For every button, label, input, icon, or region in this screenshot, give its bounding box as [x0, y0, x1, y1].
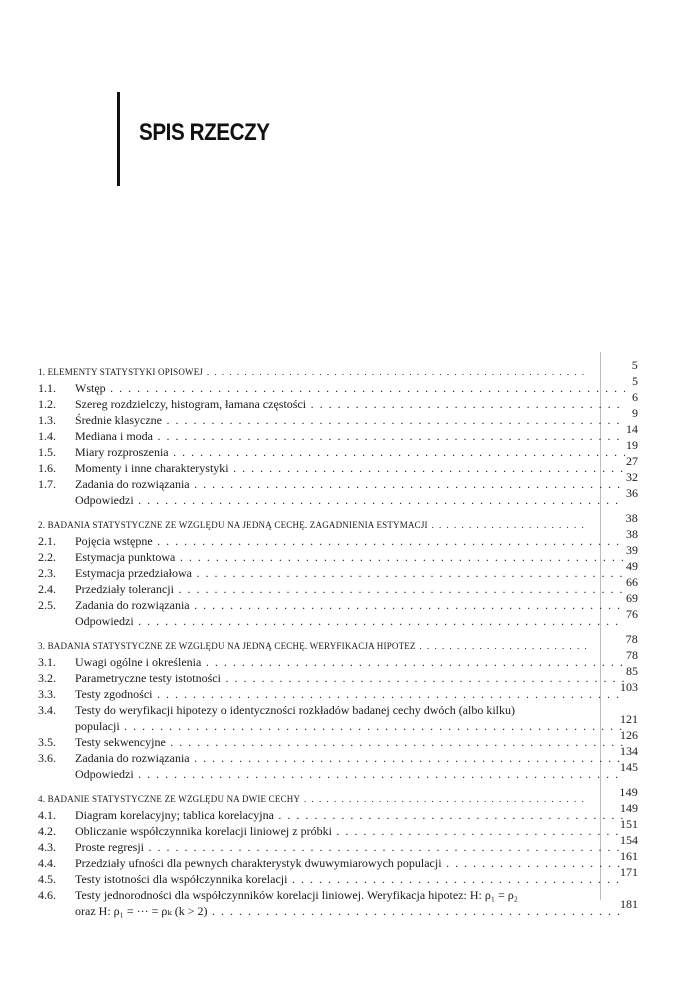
toc-entry[interactable]: [38, 591, 638, 613]
toc-chapter-title: 2. BADANIA STATYSTYCZNE ZE WZGLĘDU NA JEDNĄ CECHĘ. ZAGADNIENIA ESTYMACJI . . .: [38, 517, 588, 533]
toc-entry[interactable]: [38, 801, 638, 823]
toc-section: [38, 785, 638, 919]
toc-entry[interactable]: [38, 712, 638, 734]
toc-page-number: 103: [620, 680, 638, 694]
toc-page-number: 134: [620, 744, 638, 758]
toc-page-number: 27: [626, 454, 638, 468]
toc-entry-number: 1.5.: [38, 445, 56, 459]
toc-entry-number: 1.2.: [38, 397, 56, 411]
toc-entry-label: Testy sekwencyjne . . .: [75, 734, 625, 750]
toc-chapter-title: 3. BADANIA STATYSTYCZNE ZE WZGLĘDU NA JEDNĄ CECHĘ. WERYFIKACJA HIPOTEZ . . .: [38, 638, 588, 654]
toc-entry[interactable]: [38, 702, 638, 718]
toc-entry-label: Parametryczne testy istotności . . .: [75, 670, 625, 686]
toc-entry-number: 2.3.: [38, 566, 56, 580]
toc-page-number: 149: [619, 785, 638, 799]
toc-entry-number: 3.6.: [38, 751, 56, 765]
toc-entry-label: Przedziały tolerancji . . .: [75, 581, 625, 597]
toc-entry-number: 4.1.: [38, 808, 56, 822]
toc-entry-label: Zadania do rozwiązania . . .: [75, 597, 625, 613]
toc-page-number: 5: [632, 374, 638, 388]
toc-entry[interactable]: [38, 575, 638, 597]
toc-entry-number: 4.4.: [38, 856, 56, 870]
toc-entry-label: Odpowiedzi . . .: [75, 492, 625, 508]
toc-entry[interactable]: [38, 887, 638, 903]
toc-page-number: 76: [626, 607, 638, 621]
toc-entry-label: Diagram korelacyjny; tablica korelacyjna . . .: [75, 807, 625, 823]
toc-section: [38, 511, 638, 629]
toc-entry-label: Momenty i inne charakterystyki . . .: [75, 460, 625, 476]
toc-entry-number: 2.1.: [38, 534, 56, 548]
toc-entry-number: 1.1.: [38, 381, 56, 395]
toc-page-number: 69: [626, 591, 638, 605]
toc-chapter-title: 1. ELEMENTY STATYSTYKI OPISOWEJ . . .: [38, 364, 588, 380]
toc-entry[interactable]: [38, 744, 638, 766]
toc-entry[interactable]: [38, 728, 638, 750]
toc-page-number: 19: [626, 438, 638, 452]
toc-entry-number: 2.4.: [38, 582, 56, 596]
toc-entry[interactable]: [38, 833, 638, 855]
toc-page-number: 32: [626, 470, 638, 484]
toc-entry[interactable]: [38, 817, 638, 839]
toc-section: [38, 632, 638, 782]
toc-entry[interactable]: [38, 607, 638, 629]
toc-entry[interactable]: [38, 454, 638, 476]
toc-entry-label: Testy do weryfikacji hipotezy o identyczności rozkładów badanej cechy dwóch (albo kilku): [75, 703, 516, 717]
title-vertical-rule: [117, 92, 120, 186]
toc-page-number: 14: [626, 422, 638, 436]
toc-entry-label: Miary rozproszenia . . .: [75, 444, 625, 460]
toc-entry-label: Szereg rozdzielczy, histogram, łamana częstości . . .: [75, 396, 625, 412]
toc-entry[interactable]: [38, 865, 638, 887]
toc-page-number: 38: [626, 527, 638, 541]
toc-entry-number: 3.4.: [38, 703, 56, 717]
toc-entry[interactable]: [38, 527, 638, 549]
toc-entry-label: Testy istotności dla współczynnika korelacji . . .: [75, 871, 625, 887]
toc-entry-number: 1.4.: [38, 429, 56, 443]
toc-page-number: 5: [631, 358, 638, 372]
toc-entry-label: Testy jednorodności dla współczynników korelacji liniowej. Weryfikacja hipotez: H: ρ₁ = ρ₂: [75, 888, 518, 902]
toc-entry-label: Zadania do rozwiązania . . .: [75, 476, 625, 492]
toc-page-number: 126: [620, 728, 638, 742]
toc-entry-label: Estymacja przedziałowa . . .: [75, 565, 625, 581]
toc-page-number: 38: [625, 511, 638, 525]
toc-page-number: 9: [632, 406, 638, 420]
toc-page-number: 181: [620, 897, 638, 911]
toc-entry-number: 3.5.: [38, 735, 56, 749]
toc-entry[interactable]: [38, 648, 638, 670]
toc-chapter-heading[interactable]: [38, 358, 638, 380]
toc-entry-number: 1.7.: [38, 477, 56, 491]
toc-entry-label: Estymacja punktowa . . .: [75, 549, 625, 565]
toc-entry[interactable]: [38, 664, 638, 686]
toc-page-number: 6: [632, 390, 638, 404]
toc-entry[interactable]: [38, 680, 638, 702]
toc-entry-number: 4.3.: [38, 840, 56, 854]
toc-page-number: 151: [620, 817, 638, 831]
toc-entry[interactable]: [38, 486, 638, 508]
toc-entry-number: 3.2.: [38, 671, 56, 685]
toc-entry-label: Proste regresji . . .: [75, 839, 625, 855]
toc-entry-label: Odpowiedzi . . .: [75, 613, 625, 629]
toc-entry[interactable]: [38, 422, 638, 444]
toc-section: [38, 358, 638, 508]
toc-entry-label: Średnie klasyczne . . .: [75, 412, 625, 428]
toc-page-number: 36: [626, 486, 638, 500]
toc-entry-label: oraz H: ρ₁ = ··· = ρₖ (k > 2) . . .: [75, 903, 625, 919]
toc-entry-number: 2.5.: [38, 598, 56, 612]
toc-page-number: 85: [626, 664, 638, 678]
toc-entry-label: Odpowiedzi . . .: [75, 766, 625, 782]
toc-page-number: 154: [620, 833, 638, 847]
toc-entry-number: 4.5.: [38, 872, 56, 886]
toc-page-number: 78: [626, 648, 638, 662]
toc-entry[interactable]: [38, 760, 638, 782]
toc-entry-number: 4.2.: [38, 824, 56, 838]
toc-entry-label: Testy zgodności . . .: [75, 686, 625, 702]
toc-entry[interactable]: [38, 543, 638, 565]
toc-entry[interactable]: [38, 374, 638, 396]
toc-entry[interactable]: [38, 559, 638, 581]
toc-entry-label: Przedziały ufności dla pewnych charakterystyk dwuwymiarowych populacji . . .: [75, 855, 625, 871]
page-title: SPIS RZECZY: [139, 119, 270, 146]
toc-page-number: 49: [626, 559, 638, 573]
toc-entry-number: 1.6.: [38, 461, 56, 475]
toc-chapter-heading[interactable]: [38, 785, 638, 807]
toc-entry[interactable]: [38, 849, 638, 871]
table-of-contents: [38, 358, 638, 919]
toc-page-number: 171: [620, 865, 638, 879]
toc-page-number: 149: [620, 801, 638, 815]
toc-page-number: 66: [626, 575, 638, 589]
toc-chapter-title: 4. BADANIE STATYSTYCZNE ZE WZGLĘDU NA DWIE CECHY . . .: [38, 791, 588, 807]
toc-entry[interactable]: [38, 897, 638, 919]
toc-entry[interactable]: [38, 470, 638, 492]
toc-entry-number: 4.6.: [38, 888, 56, 902]
toc-entry[interactable]: [38, 438, 638, 460]
toc-page-number: 121: [620, 712, 638, 726]
toc-entry-label: Pojęcia wstępne . . .: [75, 533, 625, 549]
toc-page-number: 161: [620, 849, 638, 863]
toc-entry[interactable]: [38, 390, 638, 412]
toc-entry-number: 1.3.: [38, 413, 56, 427]
toc-entry-label: Wstęp . . .: [75, 380, 625, 396]
toc-page-number: 39: [626, 543, 638, 557]
toc-entry-number: 3.1.: [38, 655, 56, 669]
toc-entry-number: 2.2.: [38, 550, 56, 564]
toc-entry-label: Zadania do rozwiązania . . .: [75, 750, 625, 766]
toc-entry[interactable]: [38, 406, 638, 428]
toc-entry-label: populacji . . .: [75, 718, 625, 734]
toc-entry-number: 3.3.: [38, 687, 56, 701]
toc-entry-label: Uwagi ogólne i określenia . . .: [75, 654, 625, 670]
toc-entry-label: Obliczanie współczynnika korelacji liniowej z próbki . . .: [75, 823, 625, 839]
toc-chapter-heading[interactable]: [38, 511, 638, 533]
toc-page-number: 145: [620, 760, 638, 774]
toc-entry-label: Mediana i moda . . .: [75, 428, 625, 444]
toc-page-number: 78: [625, 632, 638, 646]
toc-chapter-heading[interactable]: [38, 632, 638, 654]
